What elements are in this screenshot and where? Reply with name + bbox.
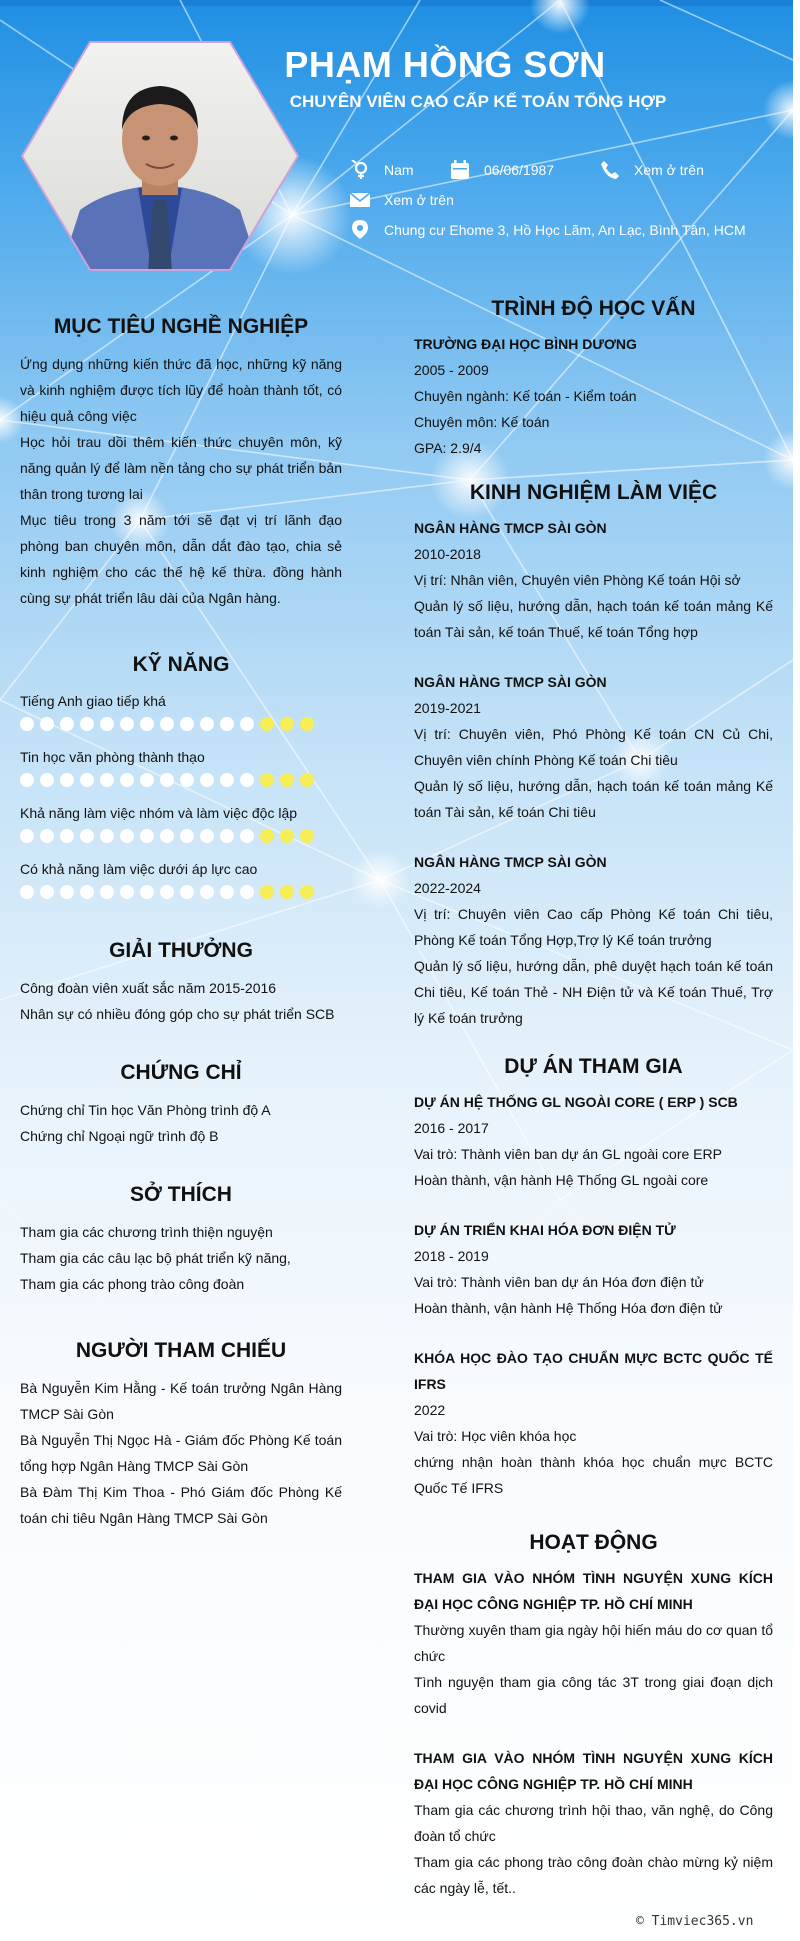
skill-dot xyxy=(260,717,274,731)
skill-dot xyxy=(280,829,294,843)
certificates-title: CHỨNG CHỈ xyxy=(120,1061,242,1084)
skills-title: KỸ NĂNG xyxy=(132,653,230,676)
calendar-icon xyxy=(450,160,470,180)
job-company: NGÂN HÀNG TMCP SÀI GÒN xyxy=(414,520,607,536)
skill-dot xyxy=(20,773,34,787)
education-gpa: GPA: 2.9/4 xyxy=(414,440,482,456)
project-entry xyxy=(414,1217,773,1321)
address-value: Chung cư Ehome 3, Hồ Học Lãm, An Lạc, Bình Tân, HCM xyxy=(384,222,746,238)
skill-dot xyxy=(280,773,294,787)
right-column xyxy=(414,297,773,1901)
school-name: TRƯỜNG ĐẠI HỌC BÌNH DƯƠNG xyxy=(414,336,637,352)
job-line: Quản lý số liệu, hướng dẫn, phê duyệt hạch toán kế toán Chi tiêu, Kế toán Thẻ - NH Điện tử và Kế toán Thuế, Trợ lý Kế toán trưởng xyxy=(414,958,773,1026)
skill-dot xyxy=(40,885,54,899)
phone-value: Xem ở trên xyxy=(634,162,704,178)
skill-dot xyxy=(40,773,54,787)
skill-dot xyxy=(120,829,134,843)
hobbies-list xyxy=(20,1219,342,1297)
project-entry xyxy=(414,1089,773,1193)
job-entry xyxy=(414,669,773,825)
skill-dot xyxy=(300,829,314,843)
skill-dot xyxy=(140,773,154,787)
location-icon xyxy=(350,220,370,240)
skill-dot xyxy=(200,829,214,843)
hobby-item: Tham gia các câu lạc bộ phát triển kỹ năng, xyxy=(20,1250,291,1266)
skill-dot xyxy=(200,717,214,731)
skill-dot xyxy=(160,717,174,731)
activity-entry xyxy=(414,1565,773,1721)
skill-dot xyxy=(180,717,194,731)
certificate-item: Chứng chỉ Ngoại ngữ trình độ B xyxy=(20,1128,219,1144)
award-item: Nhân sự có nhiều đóng góp cho sự phát triển SCB xyxy=(20,1006,335,1022)
skill-dot xyxy=(200,773,214,787)
skill-dot xyxy=(100,717,114,731)
candidate-name: PHẠM HỒNG SƠN xyxy=(284,44,606,85)
job-period: 2019-2021 xyxy=(414,700,481,716)
skill-dot xyxy=(240,773,254,787)
experience-title: KINH NGHIỆM LÀM VIỆC xyxy=(469,481,718,504)
objective-paragraph: Mục tiêu trong 3 năm tới sẽ đạt vị trí lãnh đạo phòng ban chuyên môn, dẫn dắt đào tạo, chia sẻ kinh nghiệm cho các thế hệ kế thừa. đồng hành cùng sự phát triển lâu dài của Ngân hàng. xyxy=(20,512,342,606)
skill-dot xyxy=(20,829,34,843)
skill-dot xyxy=(220,773,234,787)
skill-dot xyxy=(240,829,254,843)
education-title: TRÌNH ĐỘ HỌC VẤN xyxy=(491,297,696,320)
gender-icon xyxy=(350,160,370,180)
skills-list xyxy=(20,691,342,899)
gender-info xyxy=(350,160,414,180)
skill-item xyxy=(20,691,342,731)
skill-dot xyxy=(180,885,194,899)
job-entry xyxy=(414,849,773,1031)
skill-dot xyxy=(40,829,54,843)
hobbies-title: SỞ THÍCH xyxy=(130,1183,232,1206)
project-period: 2022 xyxy=(414,1402,446,1418)
gender-value: Nam xyxy=(384,162,414,178)
skill-dot xyxy=(220,717,234,731)
activities-title: HOẠT ĐỘNG xyxy=(529,1531,658,1554)
skill-dot xyxy=(100,885,114,899)
awards-title: GIẢI THƯỞNG xyxy=(109,939,253,962)
skill-dot xyxy=(20,717,34,731)
objective-section xyxy=(20,351,342,611)
project-period: 2016 - 2017 xyxy=(414,1120,489,1136)
education-section xyxy=(414,331,773,461)
skill-rating xyxy=(20,829,342,843)
skill-dot xyxy=(20,885,34,899)
skill-dot xyxy=(200,885,214,899)
skill-dot xyxy=(60,829,74,843)
skill-rating xyxy=(20,773,342,787)
project-line: Hoàn thành, vận hành Hệ Thống Hóa đơn điện tử xyxy=(414,1300,723,1316)
skill-dot xyxy=(80,773,94,787)
activities-list xyxy=(414,1565,773,1901)
email-value: Xem ở trên xyxy=(384,192,454,208)
skill-dot xyxy=(140,885,154,899)
skill-dot xyxy=(120,773,134,787)
reference-item: Bà Đàm Thị Kim Thoa - Phó Giám đốc Phòng Kế toán chi tiêu Ngân Hàng TMCP Sài Gòn xyxy=(20,1484,342,1526)
reference-item: Bà Nguyễn Thị Ngọc Hà - Giám đốc Phòng Kế toán tổng hợp Ngân Hàng TMCP Sài Gòn xyxy=(20,1432,342,1474)
hobby-item: Tham gia các phong trào công đoàn xyxy=(20,1276,245,1292)
skill-dot xyxy=(100,773,114,787)
activity-line: Tình nguyện tham gia công tác 3T trong giai đoạn dịch covid xyxy=(414,1674,773,1716)
skill-dot xyxy=(120,717,134,731)
email-info xyxy=(350,190,454,210)
job-period: 2022-2024 xyxy=(414,880,481,896)
education-specialty: Chuyên môn: Kế toán xyxy=(414,414,550,430)
activity-line: Tham gia các chương trình hội thao, văn nghệ, do Công đoàn tổ chức xyxy=(414,1802,773,1844)
skill-dot xyxy=(160,773,174,787)
skill-dot xyxy=(40,717,54,731)
references-title: NGƯỜI THAM CHIẾU xyxy=(75,1339,287,1362)
job-company: NGÂN HÀNG TMCP SÀI GÒN xyxy=(414,854,607,870)
left-column xyxy=(20,315,342,1531)
phone-icon xyxy=(600,160,620,180)
skill-dot xyxy=(300,885,314,899)
activity-entry xyxy=(414,1745,773,1901)
skill-dot xyxy=(160,829,174,843)
project-line: Vai trò: Thành viên ban dự án GL ngoài core ERP xyxy=(414,1146,722,1162)
job-line: Vị trí: Chuyên viên Cao cấp Phòng Kế toán Chi tiêu, Phòng Kế toán Tổng Hợp,Trợ lý Kế toán trưởng xyxy=(414,906,773,948)
skill-rating xyxy=(20,717,342,731)
skill-dot xyxy=(260,773,274,787)
job-line: Vị trí: Nhân viên, Chuyên viên Phòng Kế toán Hội sở xyxy=(414,572,741,588)
phone-info xyxy=(600,160,704,180)
project-period: 2018 - 2019 xyxy=(414,1248,489,1264)
skill-dot xyxy=(220,885,234,899)
hobby-item: Tham gia các chương trình thiện nguyện xyxy=(20,1224,273,1240)
skill-dot xyxy=(80,829,94,843)
skill-dot xyxy=(60,885,74,899)
job-period: 2010-2018 xyxy=(414,546,481,562)
reference-item: Bà Nguyễn Kim Hằng - Kế toán trưởng Ngân Hàng TMCP Sài Gòn xyxy=(20,1380,342,1422)
skill-dot xyxy=(280,885,294,899)
project-line: Vai trò: Học viên khóa học xyxy=(414,1428,577,1444)
skill-dot xyxy=(80,885,94,899)
birthdate-value: 06/06/1987 xyxy=(484,162,555,178)
activity-name: THAM GIA VÀO NHÓM TÌNH NGUYỆN XUNG KÍCH ĐẠI HỌC CÔNG NGHIỆP TP. HỒ CHÍ MINH xyxy=(414,1750,773,1792)
experience-list xyxy=(414,515,773,1031)
skill-item xyxy=(20,803,342,843)
skill-dot xyxy=(100,829,114,843)
job-entry xyxy=(414,515,773,645)
candidate-title: CHUYÊN VIÊN CAO CẤP KẾ TOÁN TỔNG HỢP xyxy=(289,92,667,111)
project-name: KHÓA HỌC ĐÀO TẠO CHUẨN MỰC BCTC QUỐC TẾ IFRS xyxy=(414,1350,773,1392)
job-company: NGÂN HÀNG TMCP SÀI GÒN xyxy=(414,674,607,690)
skill-name: Tin học văn phòng thành thạo xyxy=(20,749,205,765)
job-line: Quản lý số liệu, hướng dẫn, hạch toán kế toán mảng Kế toán Tài sản, kế toán Chi tiêu xyxy=(414,778,773,820)
skill-dot xyxy=(80,717,94,731)
project-line: chứng nhận hoàn thành khóa học chuẩn mực BCTC Quốc Tế IFRS xyxy=(414,1454,773,1496)
job-line: Vị trí: Chuyên viên, Phó Phòng Kế toán CN Củ Chi, Chuyên viên chính Phòng Kế toán Chi tiêu xyxy=(414,726,773,768)
activity-line: Tham gia các phong trào công đoàn chào mừng kỷ niệm các ngày lễ, tết.. xyxy=(414,1854,773,1896)
skill-dot xyxy=(180,773,194,787)
project-entry xyxy=(414,1345,773,1501)
projects-list xyxy=(414,1089,773,1501)
skill-dot xyxy=(240,717,254,731)
footer-watermark: © Timviec365.vn xyxy=(636,1914,754,1929)
skill-name: Có khả năng làm việc dưới áp lực cao xyxy=(20,861,258,877)
skill-name: Tiếng Anh giao tiếp khá xyxy=(20,693,166,709)
project-line: Hoàn thành, vận hành Hệ Thống GL ngoài core xyxy=(414,1172,709,1188)
awards-list xyxy=(20,975,342,1027)
skill-dot xyxy=(300,717,314,731)
skill-dot xyxy=(300,773,314,787)
certificate-item: Chứng chỉ Tin học Văn Phòng trình độ A xyxy=(20,1102,271,1118)
project-line: Vai trò: Thành viên ban dự án Hóa đơn điện tử xyxy=(414,1274,704,1290)
education-major: Chuyên ngành: Kế toán - Kiểm toán xyxy=(414,388,637,404)
address-info xyxy=(350,220,746,240)
projects-title: DỰ ÁN THAM GIA xyxy=(504,1055,683,1078)
skill-item xyxy=(20,747,342,787)
profile-photo xyxy=(20,40,300,272)
job-line: Quản lý số liệu, hướng dẫn, hạch toán kế toán mảng Kế toán Tài sản, kế toán Thuế, kế toán Tổng hợp xyxy=(414,598,773,640)
certificates-list xyxy=(20,1097,342,1149)
education-years: 2005 - 2009 xyxy=(414,362,489,378)
activity-line: Thường xuyên tham gia ngày hội hiến máu do cơ quan tổ chức xyxy=(414,1622,773,1664)
skill-dot xyxy=(60,717,74,731)
birthdate-info xyxy=(450,160,554,180)
skill-dot xyxy=(180,829,194,843)
project-name: DỰ ÁN HỆ THỐNG GL NGOÀI CORE ( ERP ) SCB xyxy=(414,1094,738,1110)
skill-dot xyxy=(260,829,274,843)
skill-dot xyxy=(140,717,154,731)
mail-icon xyxy=(350,190,370,210)
award-item: Công đoàn viên xuất sắc năm 2015-2016 xyxy=(20,980,277,996)
objective-paragraph: Ứng dụng những kiến thức đã học, những kỹ năng và kinh nghiệm được tích lũy để hoàn thành tốt, có hiệu quả công việc xyxy=(20,356,342,424)
project-name: DỰ ÁN TRIỂN KHAI HÓA ĐƠN ĐIỆN TỬ xyxy=(414,1222,676,1238)
objective-title: MỤC TIÊU NGHỀ NGHIỆP xyxy=(53,315,309,338)
skill-name: Khả năng làm việc nhóm và làm việc độc lập xyxy=(20,805,298,821)
skill-dot xyxy=(260,885,274,899)
skill-dot xyxy=(280,717,294,731)
skill-dot xyxy=(140,829,154,843)
skill-dot xyxy=(240,885,254,899)
skill-dot xyxy=(220,829,234,843)
skill-dot xyxy=(120,885,134,899)
objective-paragraph: Học hỏi trau dồi thêm kiến thức chuyên môn, kỹ năng quản lý để làm nền tảng cho sự phát triển bản thân trong tương lai xyxy=(20,434,342,502)
references-list xyxy=(20,1375,342,1531)
skill-dot xyxy=(160,885,174,899)
activity-name: THAM GIA VÀO NHÓM TÌNH NGUYỆN XUNG KÍCH ĐẠI HỌC CÔNG NGHIỆP TP. HỒ CHÍ MINH xyxy=(414,1570,773,1612)
skill-item xyxy=(20,859,342,899)
skill-dot xyxy=(60,773,74,787)
skill-rating xyxy=(20,885,342,899)
